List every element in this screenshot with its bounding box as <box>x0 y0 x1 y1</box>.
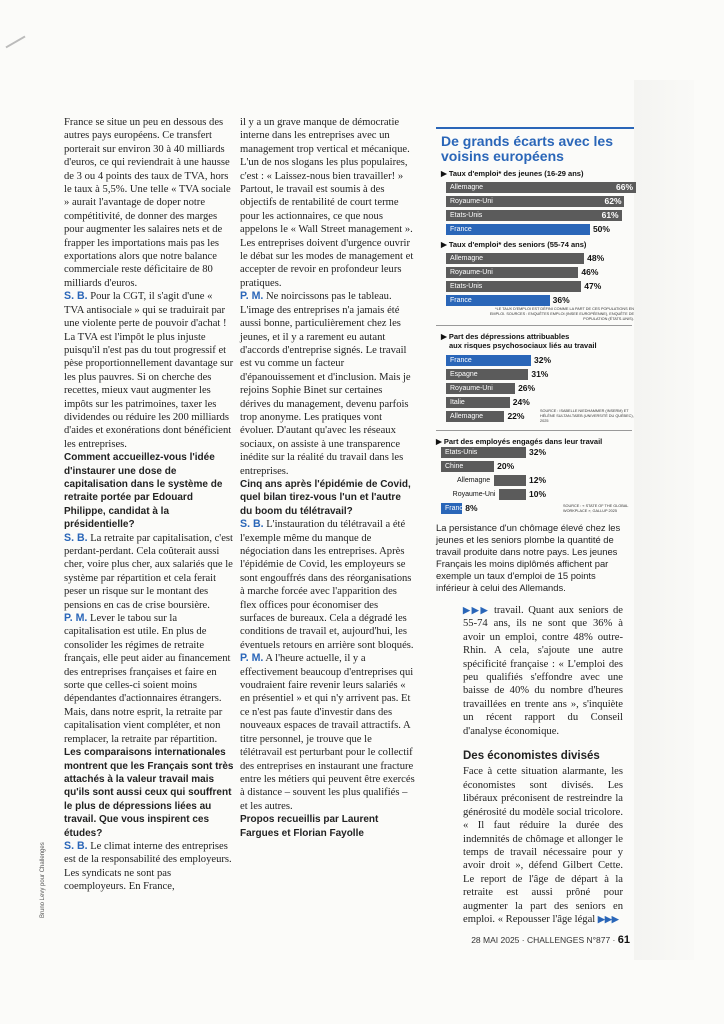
bar-etats-unis: Etats-Unis <box>446 281 581 292</box>
chart-title-depression-line1: ▶ Part des dépressions attribuables <box>441 332 570 341</box>
bar-royaume-uni: Royaume-Uni <box>446 267 578 278</box>
paragraph <box>463 604 623 738</box>
bar-allemagne <box>494 475 526 486</box>
bar-italie: Italie <box>446 397 510 408</box>
infographic-caption: La persistance d'un chômage élevé chez les jeunes et les seniors plombe la quantité de travail produite dans notre pays. Les jeunes Français les moins diplômés affichent par exemple un taux d'emploi de 15 points inférieur à celui des Allemands. <box>436 522 621 593</box>
page-edge-shadow <box>634 80 694 960</box>
interview-question: Les comparaisons internationales montrent que les Français sont très attachés à la valeur travail mais qu'ils sont aussi ceux qui souffrent le plus de dépressions liées au travail. Que vous inspirent ces études? <box>64 747 234 839</box>
speaker-initials: S. B. <box>64 839 88 852</box>
bar-value-label: 26% <box>518 383 536 393</box>
speaker-initials: S. B. <box>64 290 88 303</box>
chart-title-seniors: ▶ Taux d'emploi* des seniors (55-74 ans) <box>441 240 587 249</box>
bar-france: France <box>446 355 531 366</box>
interview-question: Comment accueillez-vous l'idée d'instaurer une dose de capitalisation dans le système de retraite portée par Edouard Philippe, candidat à la présidentielle? <box>64 452 223 531</box>
bar-royaume-uni: Royaume-Uni <box>446 383 515 394</box>
speaker-initials: P. M. <box>240 290 264 303</box>
separator <box>436 430 632 431</box>
bar-espagne: Espagne <box>446 369 528 380</box>
bar-value-label: 61% <box>601 210 619 220</box>
bar-value-label: 32% <box>534 355 552 365</box>
bar-value-label: 62% <box>604 196 622 206</box>
text-column-2 <box>240 116 415 840</box>
answer-paragraph <box>64 532 234 612</box>
text-column-1 <box>64 116 234 894</box>
page-corner-mark <box>5 36 32 61</box>
bar-allemagne: Allemagne <box>446 411 504 422</box>
interview-credit: Propos recueillis par Laurent Fargues et Florian Fayolle <box>240 814 379 839</box>
answer-paragraph <box>64 612 234 746</box>
bar-value-label: 36% <box>552 295 570 305</box>
answer-text: Ne noircissons pas le tableau. L'image des entreprises n'a jamais été aussi bonne, particulièrement chez les jeunes, et il y a rarement eu autant d'accords d'entreprise signés. Le travail est vu comme un facteur d'épanouissement et d'inclusion. Mais je rejoins Sophie Binet sur certaines dérives du management, devenu parfois trop anonyme. Les pratiques vont évoluer. D'autant qu'avec les réseaux sociaux, on assiste à une transparence inédite sur la réalité du travail dans les entreprises. <box>240 291 411 477</box>
answer-text: A l'heure actuelle, il y a effectivement beaucoup d'entreprises qui voudraient faire revenir leurs salariés « en présentiel » et qui n'y arrivent pas. Et ce n'est pas faute d'investir dans des nouveaux espaces de travail attractifs. A titre personnel, je trouve que le télétravail est perturbant pour le collectif des entreprises en instaurant une fracture entre les métiers qui peuvent être exercés à distance – souvent les plus qualifiés – et les autres. <box>240 653 415 812</box>
bar-value-label: 12% <box>529 475 547 485</box>
section-heading: Des économistes divisés <box>463 750 600 763</box>
speaker-initials: S. B. <box>240 518 264 531</box>
bar-value-label: 20% <box>497 461 515 471</box>
bar-france: France <box>446 295 550 306</box>
photo-credit <box>40 838 50 918</box>
bar-france: France <box>441 503 462 514</box>
paragraph-text: travail. Quant aux seniors de 55-74 ans, ils ne sont que 36% à avoir un emploi, contre 48% outre-Rhin. A cela, s'ajoute une autre spécificité française : « L'emploi des peu qualifiés s'effondre avec une baisse de 40% du nombre d'heures travaillées en trente ans », s'inquiète un récent rapport du Conseil d'analyse économique. <box>463 605 623 737</box>
answer-text: Pour la CGT, il s'agit d'une « TVA antisociale » qui se traduirait par une violente perte de pouvoir d'achat ! La TVA est l'impôt le plus injuste puisqu'il n'est pas du tout progressif et pèse proportionnellement davantage sur les plus pauvres. Si on cherche des recettes, mieux vaut augmenter les impôts sur les patrimoines, taxer les dividendes ou réduire les 200 milliards d'aides et exonérations dont bénéficient les entreprises. <box>64 291 234 450</box>
answer-paragraph <box>64 290 234 451</box>
chart-title-engagement: ▶ Part des employés engagés dans leur travail <box>436 437 603 446</box>
bar-value-label: 32% <box>529 447 547 457</box>
chart-source: SOURCE : ISABELLE NIEDHAMMER (INSERM) ET HÉLÈNE SULTAN-TAÏEB (UNIVERSITÉ DU QUÉBEC), 2025 <box>540 409 634 423</box>
text-column-3 <box>463 604 623 926</box>
continuation-arrows-icon: ▶▶▶ <box>597 913 619 924</box>
bar-royaume-uni <box>499 489 526 500</box>
page-number: 61 <box>617 934 630 946</box>
bar-category-label: Royaume-Uni <box>452 491 496 498</box>
bar-allemagne: Allemagne <box>446 253 584 264</box>
bar-value-label: 24% <box>512 397 530 407</box>
bar-value-label: 31% <box>531 369 549 379</box>
bar-category-label: Allemagne <box>457 477 491 484</box>
answer-text: La retraite par capitalisation, c'est perdant-perdant. Cela coûterait aussi cher, voire plus cher, aux salariés que le système par répartition et cela ferait peser un risque sur le montant des pensions en cas de crise boursière. <box>64 532 233 611</box>
paragraph <box>463 765 623 926</box>
speaker-initials: P. M. <box>64 612 88 625</box>
chart-source: SOURCE : « STATE OF THE GLOBAL WORKPLACE », GALLUP 2025 <box>563 504 629 513</box>
paragraph-text: Face à cette situation alarmante, les économistes sont divisés. Les libéraux préconisent de restreindre la générosité du modèle social tricolore. « Il faut réduire la durée des indemnités de chômage et allonger le temps de travail nécessaire pour y avoir droit », défend Gilbert Cette. Le report de l'âge de départ à la retraite est aussi prôné pour augmenter la part des seniors en emploi. « Repousser l'âge légal <box>463 766 623 925</box>
chart-title-youth: ▶ Taux d'emploi* des jeunes (16-29 ans) <box>441 169 584 178</box>
chart-title-depression-line2: aux risques psychosociaux liés au travail <box>449 341 597 350</box>
interview-question: Cinq ans après l'épidémie de Covid, quel bilan tirez-vous l'un et l'autre du boom du télétravail? <box>240 478 411 517</box>
chart-footnote: *LE TAUX D'EMPLOI EST DÉFINI COMME LA PART DE CES POPULATIONS EN EMPLOI. SOURCES : ENQUÊTES EMPLOI (INSEE EUROPÉENNE), ENQUÊTE DE POPULATION (ÉTATS-UNIS). <box>489 307 634 321</box>
separator <box>436 325 632 326</box>
continuation-arrows-icon: ▶▶▶ <box>463 605 490 615</box>
bar-value-label: 8% <box>465 503 478 513</box>
page-footer <box>450 934 630 946</box>
answer-text: Le climat interne des entreprises est de la responsabilité des employeurs. Les syndicats ne sont pas coemployeurs. En France, <box>64 840 232 893</box>
bar-value-label: 48% <box>587 253 605 263</box>
infographic-top-rule <box>436 127 634 129</box>
bar-value-label: 22% <box>507 411 525 421</box>
photo-credit-text: Bruno Levy pour Challenges <box>40 842 46 918</box>
bar-france: France <box>446 224 590 235</box>
speaker-initials: P. M. <box>240 652 264 665</box>
speaker-initials: S. B. <box>64 531 88 544</box>
answer-paragraph <box>240 652 415 813</box>
answer-paragraph <box>64 840 234 894</box>
bar-value-label: 46% <box>581 267 599 277</box>
bar-allemagne: Allemagne <box>446 182 636 193</box>
bar-value-label: 47% <box>584 281 602 291</box>
bar-value-label: 66% <box>616 182 634 192</box>
answer-paragraph <box>240 518 415 652</box>
bar-chine: Chine <box>441 461 494 472</box>
bar-value-label: 10% <box>529 489 547 499</box>
answer-text: L'instauration du télétravail a été l'exemple même du manque de négociation dans les entreprises. Après l'épidémie de Covid, les employeurs se sont engouffrés dans des réorganisations à marche forcée avec l'apparition des flex offices pour économiser des surfaces de bureaux. Cela a dégradé les conditions de travail et, aujourd'hui, les éventuels retours en arrière sont bloqués. <box>240 519 414 651</box>
paragraph: France se situe un peu en dessous des autres pays européens. Ce transfert porterait sur environ 30 à 40 milliards d'euros, ce qui reviendrait à une hausse de 3 ou 4 points des taux de TVA, hors le taux à 5,5%. Une telle « TVA sociale » aurait l'avantage de doper notre compétitivité, de donner des marges pour augmenter les salaires nets et de frapper les importations mais pas les exportations alors que notre balance commerciale reste déficitaire de 80 milliards d'euros. <box>64 117 231 289</box>
bar-etats-unis: Etats-Unis <box>446 210 622 221</box>
infographic-title: De grands écarts avec les voisins européens <box>441 133 613 164</box>
paragraph: il y a un grave manque de démocratie interne dans les entreprises avec un management trop vertical et mécanique. L'un de nos slogans les plus populaires, c'est : « Laissez-nous bien travailler! » Partout, le travail est soumis à des objectifs de rentabilité de court terme pour les actionnaires, ce que nous appelons le « Wall Street management ». Les entreprises doivent d'urgence ouvrir le débat sur les modes de management et accepter de revoir en profondeur leurs pratiques. <box>240 117 414 289</box>
answer-text: Lever le tabou sur la capitalisation est utile. En plus de consolider les régimes de retraite français, elle peut aider au financement des entreprises françaises et faire en sorte que celles-ci soient moins dépendantes d'actionnaires étrangers. Mais, dans notre esprit, la retraite par capitalisation vient compléter, et non remplacer, la retraite par répartition. <box>64 613 231 745</box>
bar-etats-unis: Etats-Unis <box>441 447 526 458</box>
footer-text: 28 MAI 2025 · CHALLENGES N°877 · <box>471 935 618 945</box>
answer-paragraph <box>240 290 415 478</box>
bar-value-label: 50% <box>592 224 610 234</box>
bar-royaume-uni: Royaume-Uni <box>446 196 624 207</box>
